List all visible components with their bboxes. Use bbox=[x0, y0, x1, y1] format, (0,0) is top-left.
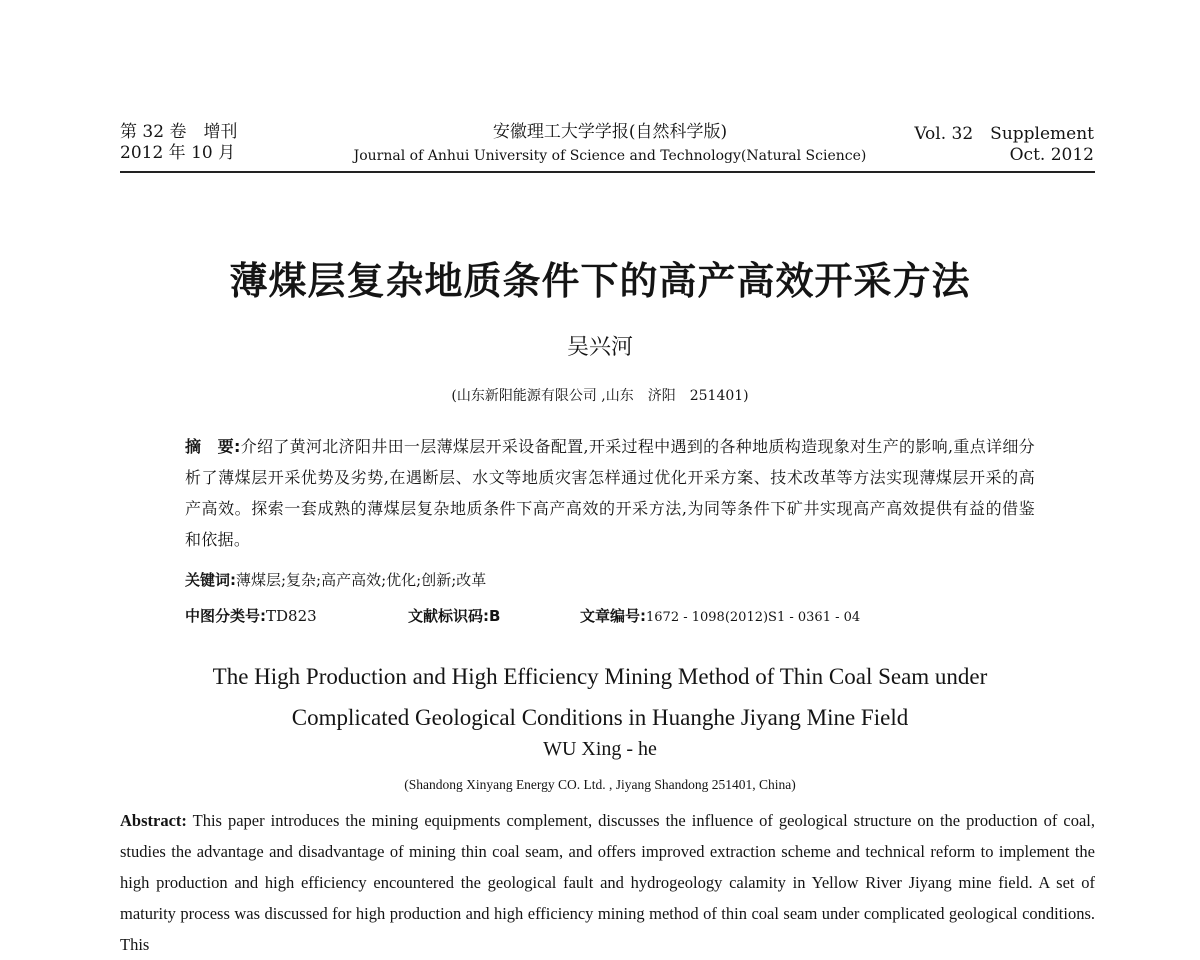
publication-date-cn: 2012 年 10 月 bbox=[120, 143, 236, 163]
author-en: WU Xing - he bbox=[543, 738, 657, 760]
affiliation-cn: (山东新阳能源有限公司 ,山东 济阳 251401) bbox=[451, 388, 749, 404]
doc-code-value: B bbox=[489, 607, 501, 625]
volume-issue: 第 32 卷 增刊 bbox=[120, 122, 238, 142]
article-no-value: 1672 - 1098(2012)S1 - 0361 - 04 bbox=[646, 610, 861, 625]
clc-label: 中图分类号: bbox=[185, 607, 266, 625]
article-number bbox=[580, 605, 860, 626]
abstract-en bbox=[120, 805, 1095, 960]
doc-code-label: 文献标识码: bbox=[408, 607, 489, 625]
clc-number bbox=[185, 605, 317, 626]
affiliation-en: (Shandong Xinyang Energy CO. Ltd. , Jiyang Shandong 251401, China) bbox=[404, 777, 796, 792]
abstract-cn bbox=[185, 431, 1035, 555]
abstract-cn-text: 介绍了黄河北济阳井田一层薄煤层开采设备配置,开采过程中遇到的各种地质构造现象对生产的影响,重点详细分析了薄煤层开采优势及劣势,在遇断层、水文等地质灾害怎样通过优化开采方案、技术改革等方法实现薄煤层开采的高产高效。探索一套成熟的薄煤层复杂地质条件下高产高效的开采方法,为同等条件下矿井实现高产高效提供有益的借鉴和依据。 bbox=[185, 437, 1035, 549]
paper-title-en bbox=[100, 656, 1100, 738]
abstract-en-text: This paper introduces the mining equipments complement, discusses the influence of geological structure on the production of coal, studies the advantage and disadvantage of mining thin coal seam, and offers improved extraction scheme and technical reform to implement the high production and high efficiency encountered the geological fault and hydrogeology calamity in Yellow River Jiyang mine field. A set of maturity process was discussed for high production and high efficiency mining method of thin coal seam under complicated geological conditions. This bbox=[120, 811, 1095, 954]
paper-title-en-line1: The High Production and High Efficiency Mining Method of Thin Coal Seam under bbox=[212, 664, 988, 689]
journal-name-en: Journal of Anhui University of Science and Technology(Natural Science) bbox=[353, 148, 867, 164]
paper-title-cn: 薄煤层复杂地质条件下的高产高效开采方法 bbox=[229, 258, 971, 303]
clc-value: TD823 bbox=[266, 607, 317, 625]
keywords-text: 薄煤层;复杂;高产高效;优化;创新;改革 bbox=[236, 571, 487, 589]
keywords-label: 关键词: bbox=[185, 571, 236, 589]
keywords-cn bbox=[185, 569, 486, 590]
document-code bbox=[408, 605, 500, 626]
abstract-en-label: Abstract: bbox=[120, 811, 187, 830]
author-cn: 吴兴河 bbox=[566, 335, 633, 360]
journal-name-cn: 安徽理工大学学报(自然科学版) bbox=[492, 122, 728, 142]
volume-supplement-en: Vol. 32 Supplement bbox=[914, 124, 1094, 144]
paper-title-en-line2: Complicated Geological Conditions in Huanghe Jiyang Mine Field bbox=[291, 705, 909, 730]
header-rule bbox=[120, 171, 1095, 173]
publication-date-en: Oct. 2012 bbox=[1009, 145, 1094, 165]
article-no-label: 文章编号: bbox=[580, 607, 646, 625]
abstract-cn-label: 摘 要: bbox=[185, 437, 241, 456]
